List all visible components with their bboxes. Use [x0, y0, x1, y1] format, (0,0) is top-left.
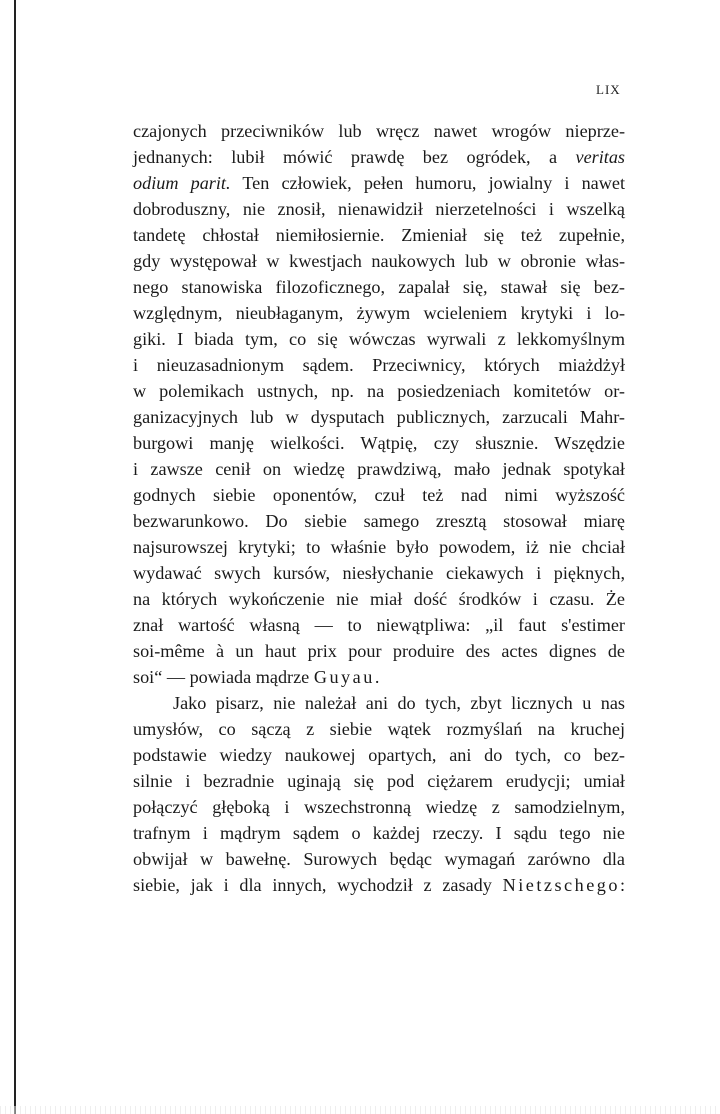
- text-line: jednanych: lubił mówić prawdę bez ogródek, a veritas: [133, 147, 626, 167]
- text-line: soi-même à un haut prix pour produire des actes dignes de: [133, 641, 625, 661]
- text-line: obwijał w bawełnę. Surowych będąc wymagań zarówno dla: [133, 849, 625, 869]
- text-line: bezwarunkowo. Do siebie samego zresztą stosował miarę: [133, 511, 625, 531]
- text-line: najsurowszej krytyki; to właśnie było powodem, iż nie chciał: [133, 537, 625, 557]
- text-line: siebie, jak i dla innych, wychodził z zasady Nietzschego:: [133, 875, 626, 895]
- text-line: ganizacyjnych lub w dysputach publicznych, zarzucali Mahr-: [133, 407, 625, 427]
- latin-phrase: veritas: [575, 147, 626, 167]
- text-line: giki. I biada tym, co się wówczas wyrwali z lekkomyślnym: [133, 329, 625, 349]
- author-name: Guyau: [313, 667, 375, 687]
- latin-phrase: odium parit.: [133, 173, 231, 193]
- page-left-border: [14, 0, 16, 1114]
- text-line: trafnym i mądrym sądem o każdej rzeczy. I sądu tego nie: [133, 823, 625, 843]
- text-line: umysłów, co sączą z siebie wątek rozmyślań na kruchej: [133, 719, 625, 739]
- text-line: na których wykończenie nie miał dość środków i czasu. Że: [133, 589, 625, 609]
- text-line: soi“ — powiada mądrze Guyau.: [133, 667, 380, 687]
- text-line: czajonych przeciwników lub wręcz nawet wrogów nieprze-: [133, 121, 625, 141]
- text-line: i zawsze cenił on wiedzę prawdziwą, mało jednak spotykał: [133, 459, 625, 479]
- text-line: burgowi manję wielkości. Wątpię, czy słusznie. Wszędzie: [133, 433, 625, 453]
- text-line: połączyć głęboką i wszechstronną wiedzę z samodzielnym,: [133, 797, 625, 817]
- author-name: Nietzschego: [502, 875, 620, 895]
- text-line: dobroduszny, nie znosił, nienawidził nierzetelności i wszelką: [133, 199, 625, 219]
- text-line: podstawie wiedzy naukowej opartych, ani do tych, co bez-: [133, 745, 625, 765]
- text-line: w polemikach ustnych, np. na posiedzeniach komitetów or-: [133, 381, 625, 401]
- scan-edge-noise: [0, 1106, 720, 1114]
- text-line: godnych siebie oponentów, czuł też nad nimi wyższość: [133, 485, 625, 505]
- text-line: i nieuzasadnionym sądem. Przeciwnicy, których miażdżył: [133, 355, 625, 375]
- text-line: znał wartość własną — to niewątpliwa: „il faut s'estimer: [133, 615, 625, 635]
- text-line: tandetę chłostał niemiłosiernie. Zmieniał się też zupełnie,: [133, 225, 625, 245]
- text-line: odium parit. Ten człowiek, pełen humoru, jowialny i nawet: [133, 173, 625, 193]
- text-line: nego stanowiska filozoficznego, zapalał się, stawał się bez-: [133, 277, 625, 297]
- body-text: [133, 118, 625, 898]
- paragraph-start-line: Jako pisarz, nie należał ani do tych, zbyt licznych u nas: [173, 693, 625, 713]
- page-number: LIX: [596, 82, 621, 97]
- text-line: gdy występował w kwestjach naukowych lub w obronie włas-: [133, 251, 625, 271]
- text-line: względnym, nieubłaganym, żywym wcieleniem krytyki i lo-: [133, 303, 625, 323]
- text-line: silnie i bezradnie uginają się pod ciężarem erudycji; umiał: [133, 771, 625, 791]
- text-line: wydawać swych kursów, niesłychanie ciekawych i pięknych,: [133, 563, 625, 583]
